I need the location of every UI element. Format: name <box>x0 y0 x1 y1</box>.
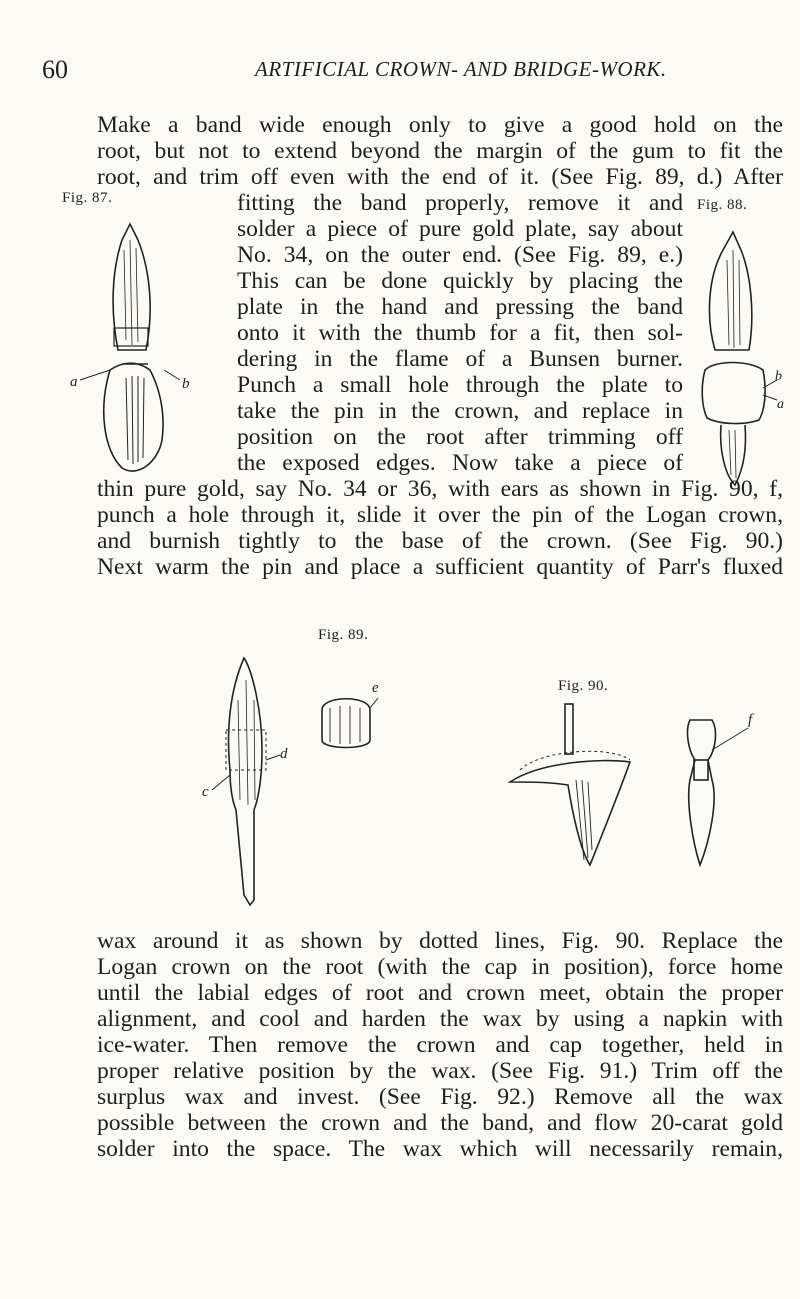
running-head: ARTIFICIAL CROWN- AND BRIDGE-WORK. <box>255 57 667 81</box>
text-line: until the labial edges of root and crown meet, obtain the proper <box>97 980 783 1006</box>
text-line: position on the root after trimming off <box>237 424 683 450</box>
text-line: possible between the crown and the band, and flow 20-carat gold <box>97 1110 783 1136</box>
text-line: Logan crown on the root (with the cap in position), force home <box>97 954 783 980</box>
text-line: root, but not to extend beyond the margin of the gum to fit the <box>97 138 783 164</box>
text-line: alignment, and cool and harden the wax by using a napkin with <box>97 1006 783 1032</box>
text-line: fitting the band properly, remove it and <box>237 190 683 216</box>
figure-90-letter-f: f <box>748 712 753 728</box>
text-line: dering in the flame of a Bunsen burner. <box>237 346 683 372</box>
figure-89-letter-c: c <box>202 784 209 800</box>
figure-87-illustration <box>40 210 240 480</box>
figure-89-caption: Fig. 89. <box>318 627 369 643</box>
text-line: and burnish tightly to the base of the crown. (See Fig. 90.) <box>97 528 783 554</box>
figure-89-letter-d: d <box>280 746 288 762</box>
figure-88-letter-b: b <box>775 369 782 384</box>
figure-89-illustration <box>200 650 380 910</box>
page-header <box>0 55 800 95</box>
text-line: surplus wax and invest. (See Fig. 92.) Remove all the wax <box>97 1084 783 1110</box>
text-line: Make a band wide enough only to give a good hold on the <box>97 112 783 138</box>
text-line: proper relative position by the wax. (See Fig. 91.) Trim off the <box>97 1058 783 1084</box>
page-number: 60 <box>42 55 68 84</box>
text-line: thin pure gold, say No. 34 or 36, with ears as shown in Fig. 90, f, <box>97 476 783 502</box>
text-line: the exposed edges. Now take a piece of <box>237 450 683 476</box>
text-line: solder a piece of pure gold plate, say about <box>237 216 683 242</box>
text-line: plate in the hand and pressing the band <box>237 294 683 320</box>
figure-88-caption: Fig. 88. <box>697 197 748 213</box>
text-line: take the pin in the crown, and replace in <box>237 398 683 424</box>
figure-88-letter-a: a <box>777 397 784 412</box>
text-line: punch a hole through it, slide it over the pin of the Logan crown, <box>97 502 783 528</box>
text-line: Next warm the pin and place a sufficient quantity of Parr's fluxed <box>97 554 783 580</box>
figure-90-illustration <box>480 700 800 870</box>
figure-87-caption: Fig. 87. <box>62 190 113 206</box>
figure-89-letter-e: e <box>372 680 379 696</box>
text-line: This can be done quickly by placing the <box>237 268 683 294</box>
figure-90-caption: Fig. 90. <box>558 678 609 694</box>
text-line: Punch a small hole through the plate to <box>237 372 683 398</box>
figure-87-letter-b: b <box>182 376 190 392</box>
text-line: root, and trim off even with the end of it. (See Fig. 89, d.) After <box>97 164 783 190</box>
figure-87-letter-a: a <box>70 374 78 390</box>
text-line: onto it with the thumb for a fit, then sol- <box>237 320 683 346</box>
text-line: No. 34, on the outer end. (See Fig. 89, e.) <box>237 242 683 268</box>
figure-88-illustration <box>685 220 790 490</box>
text-line: solder into the space. The wax which will necessarily remain, <box>97 1136 783 1162</box>
text-line: ice-water. Then remove the crown and cap together, held in <box>97 1032 783 1058</box>
text-line: wax around it as shown by dotted lines, Fig. 90. Replace the <box>97 928 783 954</box>
